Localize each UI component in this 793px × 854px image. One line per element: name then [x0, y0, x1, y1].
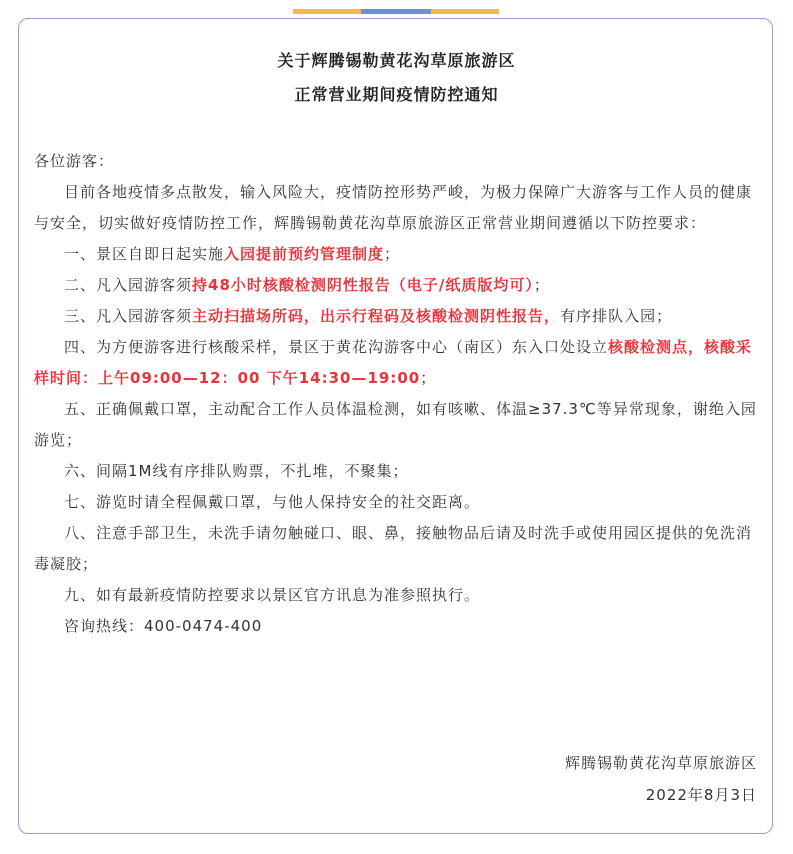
issuer-signature: 辉腾锡勒黄花沟草原旅游区 [564, 754, 757, 772]
notice-title-line1: 关于辉腾锡勒黄花沟草原旅游区 [277, 51, 516, 70]
rule-item-2 [34, 270, 760, 301]
rule-item-4 [34, 332, 760, 394]
top-decor-bar-left [293, 9, 361, 14]
rule-item-4-text: 四、为方便游客进行核酸采样，景区于黄花沟游客中心（南区）东入口处设立 [64, 338, 609, 356]
top-decor-bar-middle [361, 9, 431, 14]
rule-item-4-end: ； [420, 369, 437, 387]
rule-item-3 [34, 301, 760, 332]
rule-item-7: 七、游览时请全程佩戴口罩，与他人保持安全的社交距离。 [64, 493, 481, 511]
rule-item-3-separator: ， [304, 307, 321, 325]
greeting: 各位游客： [34, 152, 115, 170]
rule-item-2-highlight: 持48小时核酸检测阴性报告（电子/纸质版均可） [192, 276, 534, 294]
intro-paragraph: 目前各地疫情多点散发，输入风险大，疫情防控形势严峻，为极力保障广大游客与工作人员的健康与安全，切实做好疫情防控工作，辉腾锡勒黄花沟草原旅游区正常营业期间遵循以下防控要求： [34, 183, 753, 232]
rule-item-3-highlight-2: 出示行程码及核酸检测阴性报告， [320, 307, 561, 325]
notice-title-line2: 正常营业期间疫情防控通知 [294, 85, 499, 104]
rule-item-1-end: ； [384, 245, 401, 263]
rule-item-3-end: 有序排队入园； [560, 307, 673, 325]
rule-item-1-highlight: 入园提前预约管理制度 [224, 245, 385, 263]
rule-item-9: 九、如有最新疫情防控要求以景区官方讯息为准参照执行。 [64, 586, 481, 604]
rule-item-4-highlight: 核酸检测点，核酸采样时间：上午09:00—12：00 下午14:30—19:00 [34, 338, 753, 387]
rule-item-1 [34, 239, 760, 270]
rule-item-8: 八、注意手部卫生，未洗手请勿触碰口、眼、鼻，接触物品后请及时洗手或使用园区提供的免洗消毒凝胶； [34, 524, 753, 573]
rule-item-3-text: 三、凡入园游客须 [64, 307, 193, 325]
rule-item-2-end: ； [533, 276, 550, 294]
rule-item-5: 五、正确佩戴口罩，主动配合工作人员体温检测，如有咳嗽、体温≥37.3℃等异常现象，谢绝入园游览； [34, 400, 757, 449]
rule-item-2-text: 二、凡入园游客须 [64, 276, 193, 294]
top-decor-bar-right [431, 9, 499, 14]
hotline: 咨询热线：400-0474-400 [64, 617, 263, 635]
rule-item-6: 六、间隔1M线有序排队购票，不扎堆，不聚集； [64, 462, 409, 480]
issue-date: 2022年8月3日 [645, 786, 757, 804]
rule-item-3-highlight-1: 主动扫描场所码 [192, 307, 305, 325]
rule-item-1-text: 一、景区自即日起实施 [64, 245, 225, 263]
notice-body [34, 146, 760, 642]
